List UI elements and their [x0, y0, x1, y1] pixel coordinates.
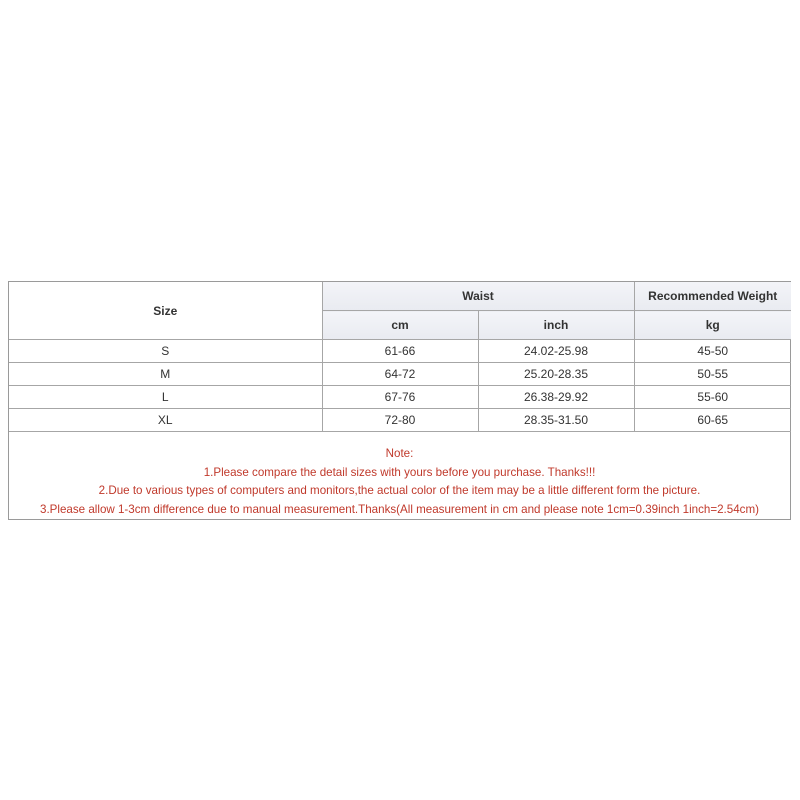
note-item: 3.Please allow 1-3cm difference due to manual measurement.Thanks(All measurement in cm and please note 1cm=0.39inch 1inch=2.54cm): [40, 502, 759, 516]
table-row: [9, 386, 791, 409]
cell-inch: 28.35-31.50: [478, 409, 634, 432]
cell-kg: 45-50: [634, 340, 791, 363]
header-inch: inch: [478, 311, 634, 340]
notes-section: [9, 445, 790, 519]
note-item: 1.Please compare the detail sizes with yours before you purchase. Thanks!!!: [203, 465, 596, 479]
size-chart: [8, 281, 791, 520]
header-cm: cm: [322, 311, 478, 340]
cell-inch: 25.20-28.35: [478, 363, 634, 386]
cell-size: XL: [9, 409, 322, 432]
size-table: [9, 282, 791, 432]
cell-cm: 72-80: [322, 409, 478, 432]
table-row: [9, 409, 791, 432]
cell-cm: 64-72: [322, 363, 478, 386]
cell-kg: 60-65: [634, 409, 791, 432]
cell-inch: 26.38-29.92: [478, 386, 634, 409]
header-size: Size: [9, 282, 322, 340]
note-item: 2.Due to various types of computers and monitors,the actual color of the item may be a little different form the picture.: [98, 484, 701, 497]
header-kg: kg: [634, 311, 791, 340]
cell-size: S: [9, 340, 322, 363]
notes-title: Note:: [385, 447, 414, 460]
header-waist: Waist: [322, 282, 634, 311]
cell-size: L: [9, 386, 322, 409]
table-row: [9, 340, 791, 363]
cell-cm: 61-66: [322, 340, 478, 363]
table-row: [9, 363, 791, 386]
cell-cm: 67-76: [322, 386, 478, 409]
cell-inch: 24.02-25.98: [478, 340, 634, 363]
cell-kg: 55-60: [634, 386, 791, 409]
cell-kg: 50-55: [634, 363, 791, 386]
header-recommended-weight: Recommended Weight: [634, 282, 791, 311]
cell-size: M: [9, 363, 322, 386]
